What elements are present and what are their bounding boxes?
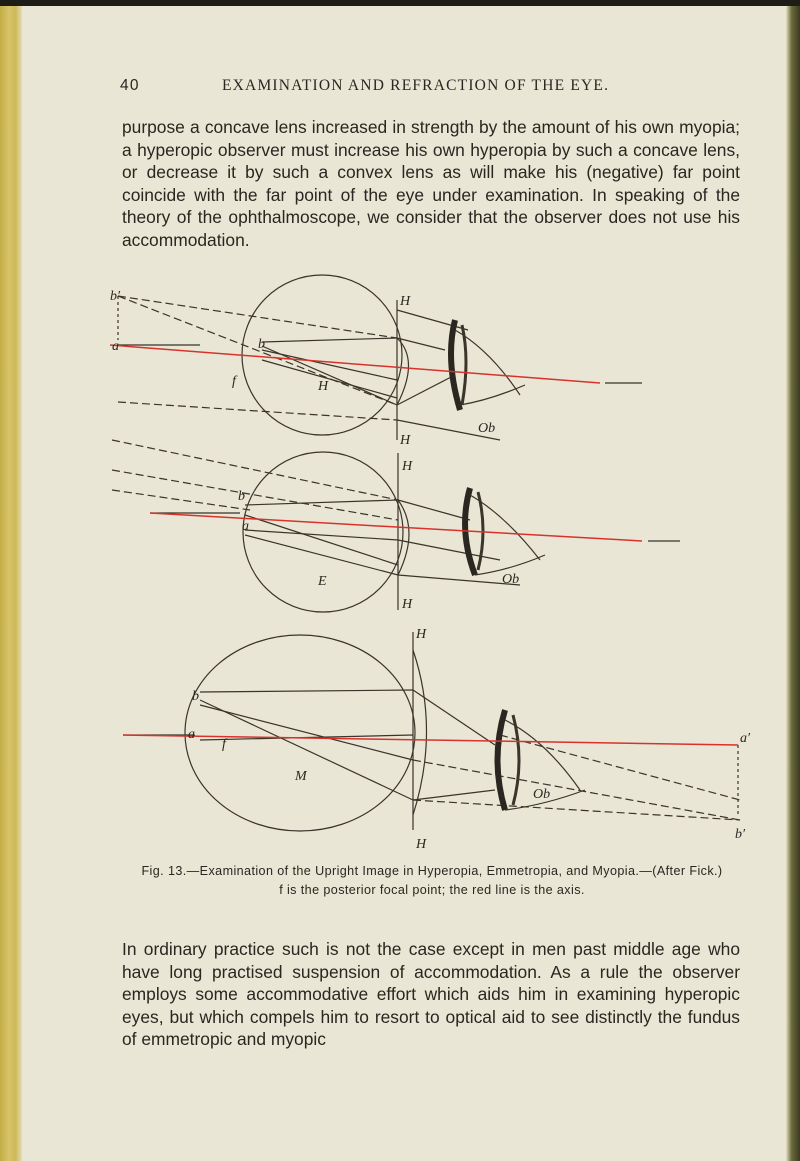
axis-line-2 (150, 513, 642, 541)
label-ob-1: Ob (478, 421, 496, 436)
label-b-prime: b′ (110, 289, 121, 304)
label-h-6: H (416, 627, 427, 642)
label-a-3: a (188, 727, 195, 742)
label-h-4: H (402, 459, 413, 474)
label-b-prime-2: b′ (735, 827, 746, 842)
paragraph-bottom: In ordinary practice such is not the case except in men past middle age who have long practised suspension of accommodation. As a rule the observer employs some accommodative effort which aids him in examining hyperopic eyes, but which compels him to resort to optical aid to see distinctly the fundus of emmetropic and myopic (122, 939, 740, 1049)
label-h-5: H (402, 597, 413, 612)
page-number: 40 (120, 77, 140, 94)
panel-hyperopia (118, 275, 642, 440)
label-b-3: b (192, 689, 199, 704)
label-a-prime: a′ (740, 731, 751, 746)
caption-note: f is the posterior focal point; the red line is the axis. (279, 883, 585, 897)
label-h-2: H (318, 379, 329, 394)
caption-title: Fig. 13.—Examination of the Upright Image in Hyperopia, Emmetropia, and Myopia.—(After Fick.) (141, 864, 723, 878)
label-b-2: b (238, 489, 245, 504)
label-b-1: b (258, 337, 265, 352)
running-title: EXAMINATION AND REFRACTION OF THE EYE. (222, 77, 610, 94)
axis-line-1 (110, 345, 600, 383)
label-f-1: f (232, 374, 236, 389)
label-m: M (295, 769, 307, 784)
panel-emmetropia (112, 440, 680, 612)
observer-eye-1 (451, 320, 525, 410)
label-h-7: H (416, 837, 427, 852)
panel-myopia (123, 632, 740, 831)
label-ob-2: Ob (502, 572, 520, 587)
label-h-3: H (400, 433, 411, 448)
figure-caption (122, 863, 742, 898)
label-f-3: f (222, 737, 226, 752)
label-ob-3: Ob (533, 787, 551, 802)
label-e: E (318, 574, 327, 589)
paragraph-top: purpose a concave lens increased in strength by the amount of his own myopia; a hyperopic observer must increase his own hyperopia by such a concave lens, or decrease it by such a convex lens as will make his (negative) far point coincide with the far point of the eye under examination. In speaking of the theory of the ophthalmoscope, we consider that the observer does not use his accommodation. (122, 117, 740, 250)
label-a-1: a (112, 339, 119, 354)
label-a-2: a (242, 519, 249, 534)
label-h-1: H (400, 294, 411, 309)
myopic-eye-ellipse (185, 635, 415, 831)
